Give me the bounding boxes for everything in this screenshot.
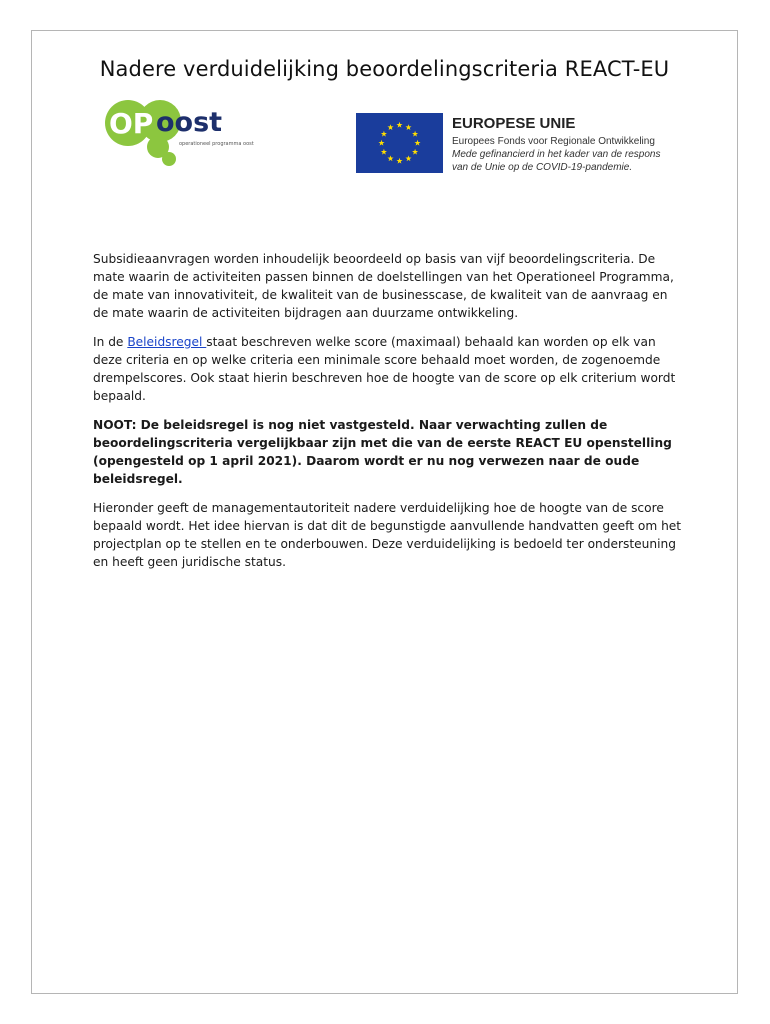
page-title: Nadere verduidelijking beoordelingscriteria REACT-EU — [99, 57, 670, 81]
paragraph-note: NOOT: De beleidsregel is nog niet vastgesteld. Naar verwachting zullen de beoordelingscriteria vergelijkbaar zijn met die van de eerste REACT EU openstelling (opengesteld op 1 april 2021). Daarom wordt er nu nog verwezen naar de oude beleidsregel. — [93, 418, 672, 486]
document-body — [93, 250, 683, 582]
beleidsregel-link[interactable]: Beleidsregel — [127, 335, 207, 349]
eu-logo — [356, 113, 696, 175]
op-oost-logo-graphic — [102, 98, 292, 168]
op-letters: OP — [109, 107, 154, 140]
eu-flag-icon — [356, 113, 443, 173]
paragraph-suffix: staat beschreven welke score (maximaal) behaald kan worden op elk van deze criteria en op welke criteria een minimale score behaald moet worden, de zogenoemde drempelscores. Ook staat hierin beschreven hoe de hoogte van de score op elk criterium wordt bepaald. — [93, 335, 676, 403]
paragraph-explanation: Hieronder geeft de managementautoriteit nadere verduidelijking hoe de hoogte van de score bepaald wordt. Het idee hiervan is dat dit de begunstigde aanvullende handvatten geeft om het projectplan op te stellen en te onderbouwen. Deze verduidelijking is bedoeld ter ondersteuning en heeft geen juridische status. — [93, 501, 682, 569]
paragraph-prefix: In de — [93, 335, 128, 349]
paragraph-intro: Subsidieaanvragen worden inhoudelijk beoordeeld op basis van vijf beoordelingscriteria. De mate waarin de activiteiten passen binnen de doelstellingen van het Operationeel Programma, de mate van innovativiteit, de kwaliteit van de businesscase, de kwaliteit van de aanvraag en de mate waarin de activiteiten bijdragen aan duurzame ontwikkeling. — [93, 252, 674, 320]
oost-letters: oost — [156, 107, 223, 138]
document-page — [31, 30, 738, 994]
eu-cofinanced-line: Mede gefinancierd in het kader van de respons — [452, 149, 661, 160]
op-oost-logo — [102, 98, 292, 168]
eu-fund-line: Europees Fonds voor Regionale Ontwikkeling — [452, 136, 655, 147]
eu-title: EUROPESE UNIE — [452, 115, 576, 132]
paragraph-beleidsregel — [93, 333, 683, 405]
eu-covid-line: van de Unie op de COVID-19-pandemie. — [452, 162, 633, 173]
op-tagline: operationeel programma oost — [179, 141, 254, 147]
